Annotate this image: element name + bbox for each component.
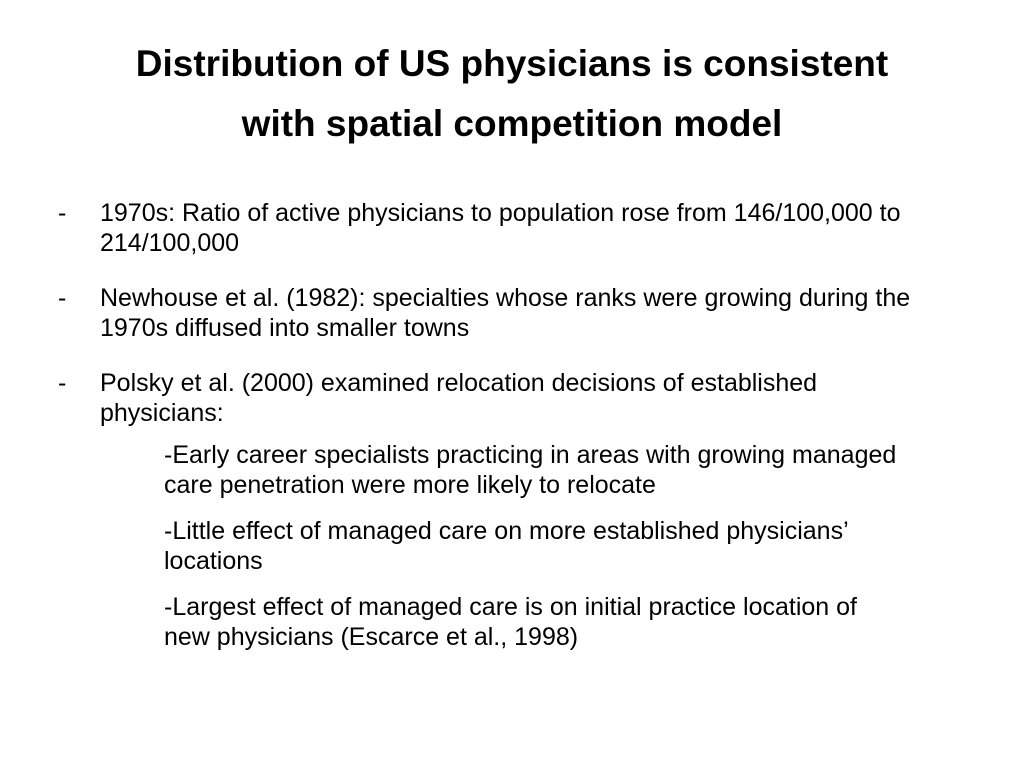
bullet-item	[58, 283, 938, 343]
bullet-text: Newhouse et al. (1982): specialties whose ranks were growing during the 1970s diffused into smaller towns	[100, 284, 911, 342]
bullet-text: 1970s: Ratio of active physicians to population rose from 146/100,000 to 214/100,000	[100, 199, 901, 257]
sub-bullet-item: -Little effect of managed care on more established physicians’ locations	[164, 517, 848, 575]
sub-bullet-item: -Largest effect of managed care is on initial practice location of new physicians (Escarce et al., 1998)	[164, 593, 857, 651]
bullet-list	[58, 198, 938, 652]
sub-bullet-item: -Early career specialists practicing in areas with growing managed care penetration were more likely to relocate	[164, 441, 897, 499]
bullet-item	[58, 368, 938, 428]
bullet-item	[58, 198, 938, 258]
slide-title-line-1: Distribution of US physicians is consistent	[135, 43, 889, 84]
bullet-text: Polsky et al. (2000) examined relocation decisions of established physicians:	[100, 369, 818, 427]
slide-title	[40, 34, 984, 154]
bullet-marker: -	[58, 199, 67, 227]
bullet-marker: -	[58, 369, 67, 397]
slide-title-line-2: with spatial competition model	[241, 103, 783, 144]
bullet-marker: -	[58, 284, 67, 312]
